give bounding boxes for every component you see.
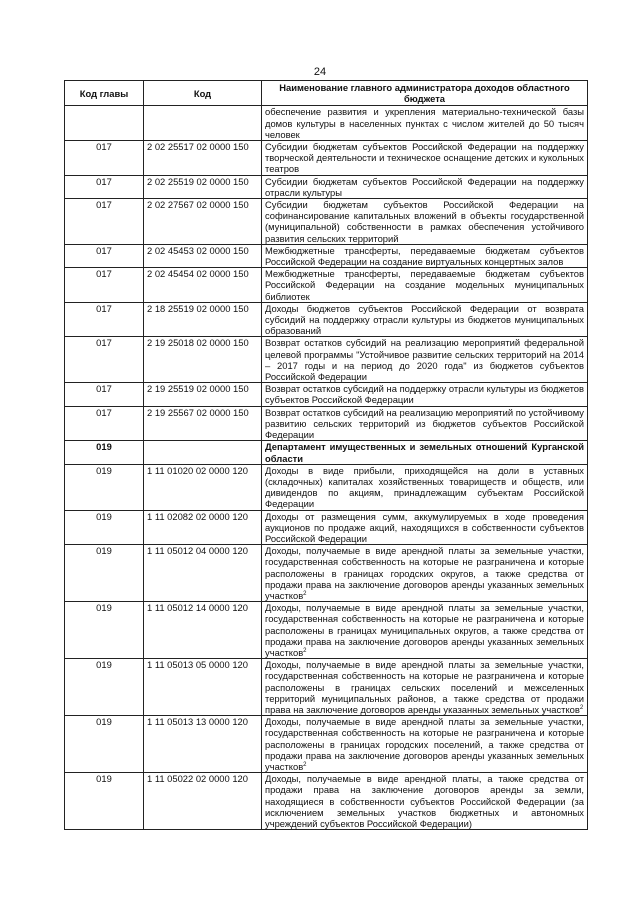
administrator-name-text: Департамент имущественных и земельных отношений Курганской области [265,441,584,464]
administrator-name-cell [262,106,588,141]
chapter-code-cell: 019 [65,773,144,830]
revenue-code-cell [144,441,262,464]
administrator-name-cell [262,141,588,176]
administrator-name-cell [262,716,588,773]
chapter-code-cell: 017 [65,268,144,303]
administrator-name-cell [262,464,588,510]
revenue-code-cell: 2 02 25519 02 0000 150 [144,175,262,198]
table-row [65,337,588,383]
administrator-name-text: обеспечение развития и укрепления материально-технической базы домов культуры в населенных пунктах с числом жителей до 50 тысяч человек [265,106,584,140]
administrator-name-cell [262,441,588,464]
revenue-code-cell: 2 02 27567 02 0000 150 [144,199,262,245]
chapter-code-cell: 017 [65,175,144,198]
revenue-code-cell: 1 11 01020 02 0000 120 [144,464,262,510]
revenue-code-cell: 1 11 05013 13 0000 120 [144,716,262,773]
chapter-code-cell: 017 [65,383,144,406]
administrator-name-text: Возврат остатков субсидий на реализацию мероприятий федеральной целевой программы "Устойчивое развитие сельских территорий на 2014 – 2017 годы и на период до 2020 года" из бюджетов субъектов Российской Федерации [265,337,584,383]
table-row [65,406,588,441]
chapter-code-cell: 017 [65,141,144,176]
administrator-name-text: Субсидии бюджетам субъектов Российской Федерации на поддержку отрасли культуры [265,175,584,198]
footnote-marker: 2 [579,704,584,711]
revenue-code-cell: 2 19 25018 02 0000 150 [144,337,262,383]
administrator-name-text: Доходы от размещения сумм, аккумулируемых в ходе проведения аукционов по продаже акций, находящихся в собственности субъектов Российской Федерации [265,510,584,544]
footnote-marker: 2 [303,647,307,654]
administrator-name-cell [262,244,588,267]
administrator-name-text: Межбюджетные трансферты, передаваемые бюджетам субъектов Российской Федерации на создание виртуальных концертных залов [265,244,584,268]
revenue-code-cell: 1 11 05012 04 0000 120 [144,545,262,602]
table-header-row [65,81,588,106]
revenue-code-cell: 2 19 25567 02 0000 150 [144,406,262,441]
table-row [65,716,588,773]
revenue-code-cell: 2 02 45453 02 0000 150 [144,244,262,267]
revenue-code-cell: 2 18 25519 02 0000 150 [144,302,262,337]
footnote-marker: 2 [303,761,307,768]
administrator-name-cell [262,337,588,383]
table-row [65,659,588,716]
administrator-name-text: Субсидии бюджетам субъектов Российской Федерации на софинансирование капитальных вложений в объекты государственной (муниципальной) собственности в рамках обеспечения устойчивого развития сельских территорий [265,199,584,244]
revenue-code-cell [144,106,262,141]
administrator-name-cell [262,510,588,545]
administrator-name-cell [262,175,588,198]
revenue-code-cell: 1 11 05012 14 0000 120 [144,602,262,659]
table-row [65,773,588,830]
chapter-code-cell: 019 [65,659,144,716]
administrator-name-cell [262,268,588,303]
table-row [65,268,588,303]
revenue-code-cell: 2 02 25517 02 0000 150 [144,141,262,176]
administrator-name-cell [262,602,588,659]
administrator-name-text: Межбюджетные трансферты, передаваемые бюджетам субъектов Российской Федерации на создание модельных муниципальных библиотек [265,268,584,302]
table-row [65,244,588,267]
page-number: 24 [313,66,327,78]
chapter-code-cell: 017 [65,302,144,337]
revenue-administrators-table [64,80,588,830]
table-row [65,175,588,198]
header-administrator-name: Наименование главного администратора доходов областного бюджета [262,81,588,106]
table-row [65,602,588,659]
table-row [65,199,588,245]
administrator-name-text: Субсидии бюджетам субъектов Российской Федерации на поддержку творческой деятельности и техническое оснащение детских и кукольных театров [265,141,584,175]
administrator-name-cell [262,199,588,245]
chapter-code-cell: 019 [65,716,144,773]
revenue-code-cell: 1 11 05022 02 0000 120 [144,773,262,830]
header-chapter-code: Код главы [65,81,144,106]
chapter-code-cell: 017 [65,406,144,441]
chapter-code-cell: 019 [65,464,144,510]
chapter-code-cell: 017 [65,199,144,245]
revenue-code-cell: 2 19 25519 02 0000 150 [144,383,262,406]
administrator-name-text: Возврат остатков субсидий на поддержку отрасли культуры из бюджетов субъектов Российской Федерации [265,383,584,406]
administrator-name-text: Возврат остатков субсидий на реализацию мероприятий по устойчивому развитию сельских территорий из бюджетов субъектов Российской Федерации [265,406,584,441]
administrator-name-cell [262,773,588,830]
administrator-name-text: Доходы, получаемые в виде арендной платы за земельные участки, государственная собственность на которые не разграничена и которые расположены в границах городских округов, а также средства от продажи права на заключение договоров аренды указанных земельных участков [265,545,584,601]
administrator-name-text: Доходы, получаемые в виде арендной платы, а также средства от продажи права на заключение договоров аренды за земли, находящиеся в собственности субъектов Российской Федерации (за исключением земельных участков бюджетных и автономных учреждений субъектов Российской Федерации) [265,773,584,829]
administrator-name-cell [262,302,588,337]
administrator-name-cell [262,406,588,441]
administrator-name-cell [262,545,588,602]
chapter-code-cell: 019 [65,545,144,602]
footnote-marker: 2 [303,590,307,597]
administrator-name-text: Доходы, получаемые в виде арендной платы за земельные участки, государственная собственность на которые не разграничена и которые расположены в границах сельских поселений и межселенных территорий муниципальных районов, а также средства от продажи права на заключение договоров аренды указанных земельных участков [265,659,584,715]
table-row [65,106,588,141]
table-row [65,545,588,602]
revenue-code-cell: 1 11 05013 05 0000 120 [144,659,262,716]
chapter-code-cell: 019 [65,441,144,464]
header-code: Код [144,81,262,106]
chapter-code-cell [65,106,144,141]
table-row [65,464,588,510]
administrator-name-text: Доходы бюджетов субъектов Российской Федерации от возврата субсидий на поддержку отрасли культуры из бюджетов муниципальных образований [265,302,584,337]
revenue-code-cell: 2 02 45454 02 0000 150 [144,268,262,303]
table-row [65,302,588,337]
table-row [65,510,588,545]
table-row [65,141,588,176]
administrator-name-cell [262,659,588,716]
chapter-code-cell: 019 [65,602,144,659]
chapter-code-cell: 017 [65,244,144,267]
table-row [65,383,588,406]
administrator-name-cell [262,383,588,406]
chapter-code-cell: 017 [65,337,144,383]
administrator-name-text: Доходы в виде прибыли, приходящейся на доли в уставных (складочных) капиталах хозяйственных товариществ и обществ, или дивидендов по акциям, принадлежащим субъектам Российской Федерации [265,464,584,510]
administrator-name-text: Доходы, получаемые в виде арендной платы за земельные участки, государственная собственность на которые не разграничена и которые расположены в границах городских поселений, а также средства от продажи права на заключение договоров аренды указанных земельных участков [265,716,584,772]
administrator-name-text: Доходы, получаемые в виде арендной платы за земельные участки, государственная собственность на которые не разграничена и которые расположены в границах муниципальных округов, а также средства от продажи права на заключение договоров аренды указанных земельных участков [265,602,584,658]
chapter-code-cell: 019 [65,510,144,545]
department-row [65,441,588,464]
revenue-code-cell: 1 11 02082 02 0000 120 [144,510,262,545]
